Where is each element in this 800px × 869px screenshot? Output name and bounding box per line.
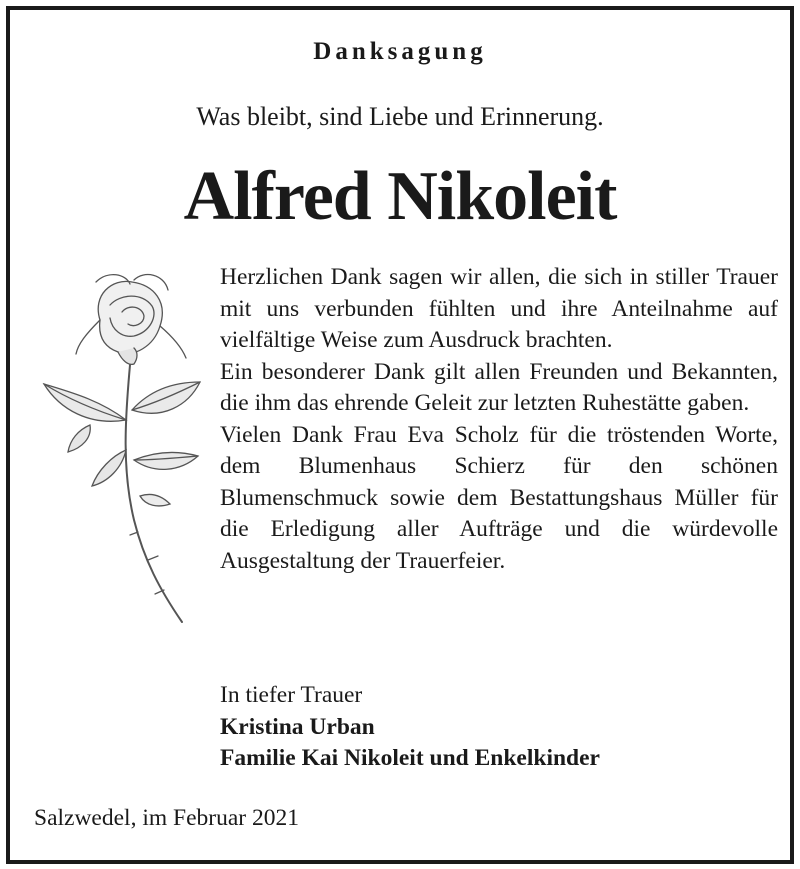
deceased-name: Alfred Nikoleit: [183, 158, 617, 235]
place-and-date: Salzwedel, im Februar 2021: [34, 805, 299, 831]
paragraph: Herzlichen Dank sagen wir allen, die sich in stiller Trauer mit uns verbunden fühlten und ihre Anteilnahme auf vielfältige Weise zum Ausdruck brachten.: [220, 264, 778, 353]
mourner-name: Kristina Urban: [220, 713, 375, 740]
signature-intro: In tiefer Trauer: [220, 682, 363, 708]
obituary-notice: [6, 6, 794, 864]
paragraph: Ein besonderer Dank gilt allen Freunden und Bekannten, die ihm das ehrende Geleit zur letzten Ruhestätte gaben.: [220, 358, 778, 416]
notice-motto: Was bleibt, sind Liebe und Erinnerung.: [196, 102, 604, 131]
paragraph: Vielen Dank Frau Eva Scholz für die tröstenden Worte, dem Blumenhaus Schierz für den schönen Blumenschmuck sowie dem Bestattungshaus Müller für die Erledigung aller Aufträge und die würdevolle Ausgestaltung der Trauerfeier.: [220, 421, 778, 574]
thank-you-text: [220, 262, 778, 577]
signature-block: [220, 680, 780, 775]
rose-icon: [30, 260, 205, 640]
notice-heading: Danksagung: [313, 38, 487, 65]
mourner-name: Familie Kai Nikoleit und Enkelkinder: [220, 745, 600, 771]
